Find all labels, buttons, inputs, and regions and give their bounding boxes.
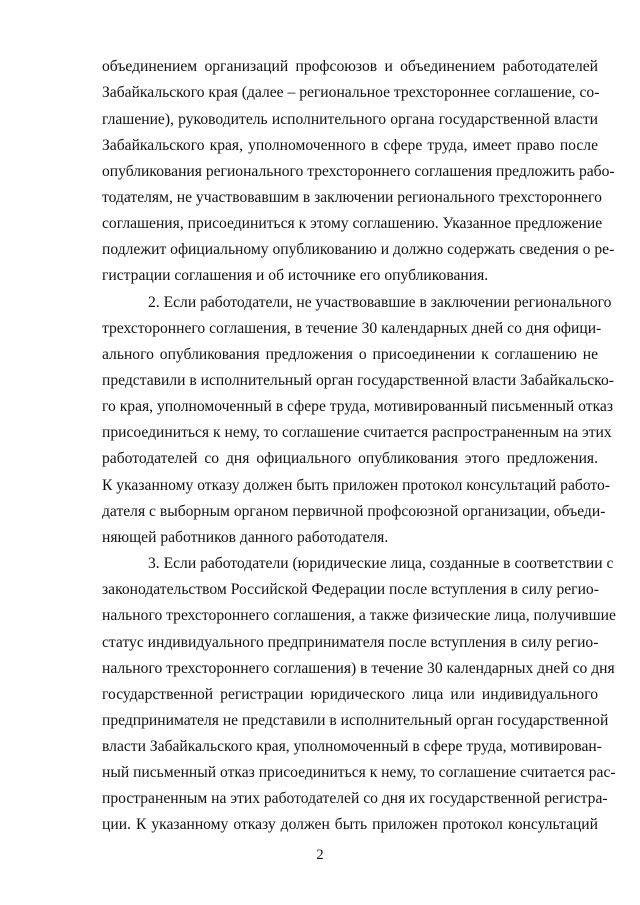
text-line: ции. К указанному отказу должен быть приложен протокол консультаций (102, 816, 598, 833)
text-line: государственной регистрации юридического лица или индивидуального (102, 686, 598, 703)
text-line: го края, уполномоченный в сфере труда, мотивированный письменный отказ (102, 398, 613, 415)
text-line: трехстороннего соглашения, в течение 30 календарных дней со дня офици- (102, 320, 602, 337)
text-line: К указанному отказу должен быть приложен протокол консультаций работо- (102, 477, 611, 494)
paragraph-end-line: гистрации соглашения и об источнике его опубликования. (102, 267, 489, 284)
paragraph-2-first-line: 2. Если работодатели, не участвовавшие в заключении регионального (148, 294, 612, 311)
text-line: ального опубликования предложения о присоединении к соглашению не (102, 346, 598, 363)
text-line: Забайкальского края, уполномоченного в сфере труда, имеет право после (102, 137, 598, 154)
text-line: представили в исполнительный орган государственной власти Забайкальско- (102, 372, 614, 389)
text-line: объединением организаций профсоюзов и объединением работодателей (102, 58, 598, 75)
text-line: законодательством Российской Федерации после вступления в силу регио- (102, 581, 599, 598)
text-line: работодателей со дня официального опубликования этого предложения. (102, 450, 598, 467)
text-line: предпринимателя не представили в исполнительный орган государственной (102, 712, 609, 729)
text-line: статус индивидуального предпринимателя после вступления в силу регио- (102, 634, 599, 651)
text-line: пространенным на этих работодателей со дня их государственной регистра- (102, 790, 608, 807)
text-line: присоединиться к нему, то соглашение считается распространенным на этих (102, 424, 612, 441)
text-line: опубликования регионального трехстороннего соглашения предложить рабо- (102, 163, 615, 180)
text-line: власти Забайкальского края, уполномоченный в сфере труда, мотивирован- (102, 738, 602, 755)
paragraph-3-first-line: 3. Если работодатели (юридические лица, созданные в соответствии с (148, 555, 614, 572)
text-line: дателя с выборным органом первичной профсоюзной организации, объеди- (102, 503, 606, 520)
text-line: тодателям, не участвовавшим в заключении регионального трехстороннего (102, 189, 602, 206)
text-line: нального трехстороннего соглашения, а также физические лица, получившие (102, 607, 616, 624)
text-line: нального трехстороннего соглашения) в течение 30 календарных дней со дня (102, 660, 615, 677)
text-line: соглашения, присоединиться к этому соглашению. Указанное предложение (102, 215, 603, 232)
text-line: ный письменный отказ присоединиться к нему, то соглашение считается рас- (102, 764, 616, 781)
paragraph-end-line: няющей работников данного работодателя. (102, 529, 389, 546)
page-number: 2 (316, 847, 324, 863)
text-line: Забайкальского края (далее – региональное трехстороннее соглашение, со- (102, 84, 600, 101)
text-line: глашение), руководитель исполнительного органа государственной власти (102, 111, 598, 128)
text-line: подлежит официальному опубликованию и должно содержать сведения о ре- (102, 241, 615, 258)
